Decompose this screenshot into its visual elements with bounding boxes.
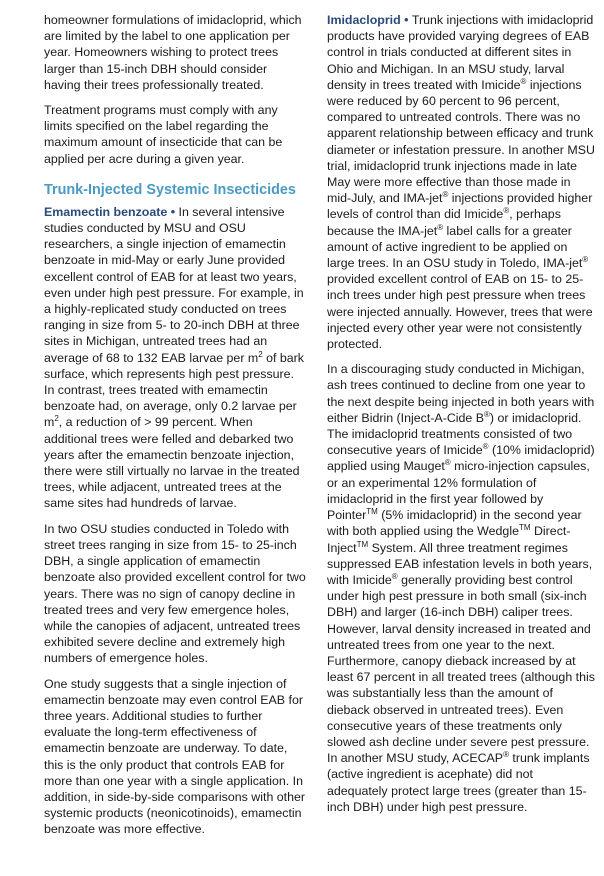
- paragraph-homeowner: homeowner formulations of imidacloprid, which are limited by the label to one application per year. Homeowners wishing to protect trees larger than 15-inch DBH should consider having their trees professionally treated.: [44, 13, 302, 92]
- paragraph-discouraging-study: [327, 361, 595, 815]
- trademark: TM: [366, 506, 378, 516]
- study-text-e: (5% imidacloprid) in the second year with both applied using the Wedgle: [327, 508, 582, 539]
- registered-mark: ®: [437, 222, 444, 232]
- registered-mark: ®: [582, 254, 589, 264]
- superscript: 2: [54, 414, 59, 424]
- paragraph-three-years: One study suggests that a single injection of emamectin benzoate may even control EAB for three years. Additional studies to further evaluate the long-term effectiveness of emamectin benzoate are underway. To date, this is the only product that controls EAB for more than one year with a single application. In addition, in side-by-side comparisons with other systemic products (neonicotinoids), emamectin benzoate was more effective.: [44, 676, 306, 837]
- study-text-b: ) or imidacloprid. The imidacloprid treatments consisted of two consecutive years of Imicide: [327, 410, 582, 458]
- paragraph-treatment-programs: Treatment programs must comply with any limits specified on the label regarding the maximum amount of insecticide that can be applied per acre during a given year.: [44, 103, 283, 166]
- bullet: •: [167, 204, 179, 219]
- imidacloprid-text-e: label calls for a greater amount of active ingredient to be applied on large trees. In an OSU study in Toledo, IMA-jet: [327, 223, 583, 271]
- trademark: TM: [518, 523, 531, 533]
- imidacloprid-text-d: , perhaps because the IMA-jet: [327, 207, 561, 238]
- bullet: •: [400, 13, 412, 27]
- emamectin-text-a: In several intensive studies conducted by MSU and OSU researchers, a single injection of emamectin benzoate in mid-May or early June provided excellent control of EAB for at least two years, even under high pest pressure. For example, in a highly-replicated study conducted on trees ranging in size from 5- to 20-inch DBH at three sites in Michigan, untreated trees had an average of 68 to 132 EAB larvae per m: [44, 204, 304, 365]
- study-text-i: trunk implants (active ingredient is acephate) did not adequately protect large trees (greater than 15-inch DBH) under high pest pressure.: [327, 751, 590, 814]
- study-text-a: In a discouraging study conducted in Michigan, ash trees continued to decline from one year to the next despite being injected in both years with either Bidrin (Inject-A-Cide B: [327, 362, 595, 425]
- registered-mark: ®: [520, 76, 527, 86]
- imidacloprid-text-f: provided excellent control of EAB on 15- to 25-inch trees under high pest pressure when trees were injected annually. However, trees that were injected every other year were not consistently protected.: [327, 272, 593, 352]
- trademark: TM: [356, 539, 369, 549]
- registered-mark: ®: [503, 206, 510, 216]
- emamectin-text-b: of bark surface, which represents high pest pressure. In contrast, trees treated with emamectin benzoate had, on average, only 0.2 larvae per m: [44, 350, 304, 430]
- imidacloprid-text-a: Trunk injections with imidacloprid products have provided varying degrees of EAB control in trials conducted at different sites in Ohio and Michigan. In an MSU study, larval density in trees treated with Imicide: [327, 13, 594, 92]
- registered-mark: ®: [444, 458, 451, 468]
- registered-mark: ®: [482, 442, 489, 452]
- imidacloprid-text-c: injections provided higher levels of control than did Imicide: [327, 191, 593, 222]
- study-text-h: generally providing best control under high pest pressure in both small (six-inch DBH) and larger (16-inch DBH) caliper trees. However, larval density increased in treated and untreated trees from one year to the next. Furthermore, canopy dieback increased by at least 67 percent in all treated trees (although this was substantially less than the amount of dieback observed in untreated trees). Even consecutive years of these treatments only slowed ash decline under severe pest pressure. In another MSU study, ACECAP: [327, 572, 595, 766]
- paragraph-emamectin: [44, 204, 307, 512]
- study-text-d: micro-injection capsules, or an experimental 12% formulation of imidacloprid in the first year followed by Pointer: [327, 459, 590, 523]
- superscript: 2: [258, 349, 263, 359]
- emamectin-text-c: , a reduction of > 99 percent. When additional trees were felled and debarked two years after the emamectin benzoate injection, there were still virtually no larvae in the treated trees, while adjacent, untreated trees at the same sites had hundreds of larvae.: [44, 415, 300, 511]
- paragraph-imidacloprid: [327, 12, 595, 352]
- right-column: [327, 12, 595, 824]
- registered-mark: ®: [442, 190, 449, 200]
- study-text-f: Direct-Inject: [327, 524, 571, 555]
- imidacloprid-text-b: injections were reduced by 60 percent to 96 percent, compared to untreated controls. There was no apparent relationship between efficacy and trunk diameter or infestation pressure. In another MSU trial, imidacloprid trunk injections made in late May were more effective than those made in mid-July, and IMA-jet: [327, 77, 595, 206]
- study-text-c: (10% imidacloprid) applied using Mauget: [327, 443, 595, 474]
- emamectin-lead: Emamectin benzoate: [44, 204, 168, 219]
- paragraph-toledo: In two OSU studies conducted in Toledo with street trees ranging in size from 15- to 25-inch DBH, a single application of emamectin benzoate also provided excellent control for two years. There was no sign of canopy decline in treated trees and very few emergence holes, while the canopies of adjacent, untreated trees exhibited severe decline and extremely high numbers of emergence holes.: [44, 521, 306, 666]
- registered-mark: ®: [391, 571, 398, 581]
- section-heading: Trunk-Injected Systemic Insecticides: [44, 181, 296, 198]
- left-column: [44, 12, 307, 847]
- study-text-g: System. All three treatment regimes suppressed EAB infestation levels in both years, with Imicide: [327, 540, 593, 587]
- registered-mark: ®: [484, 409, 490, 419]
- imidacloprid-lead: Imidacloprid: [327, 13, 401, 27]
- registered-mark: ®: [503, 750, 509, 760]
